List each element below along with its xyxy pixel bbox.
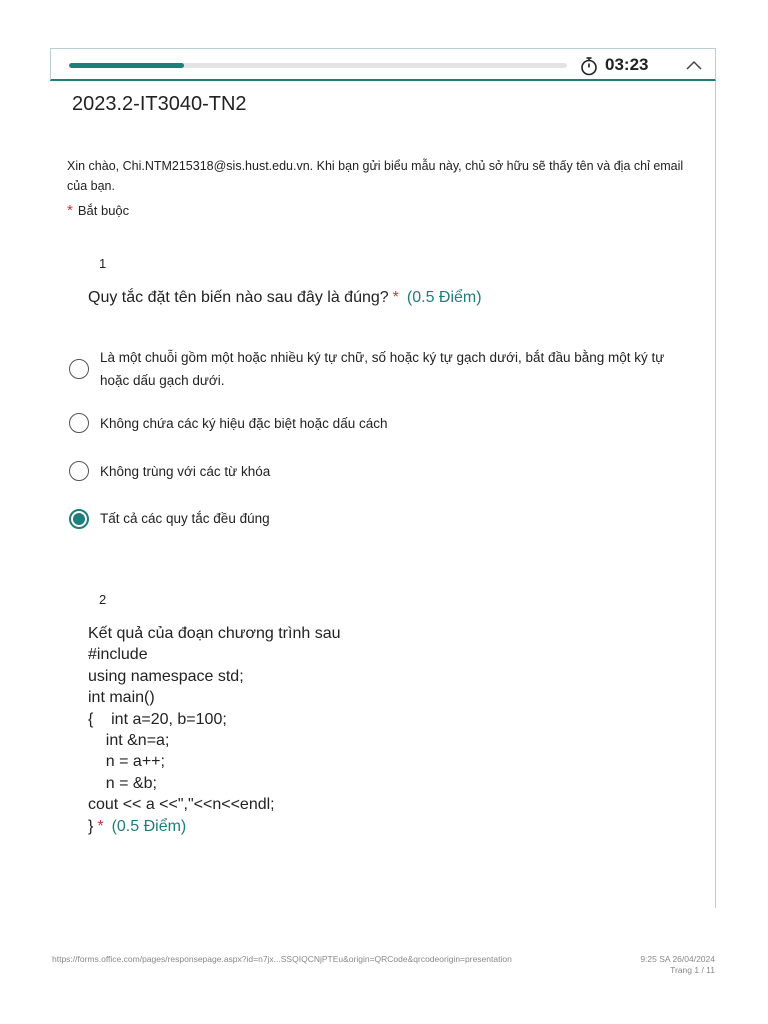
- code-line: cout << a <<","<<n<<endl;: [88, 796, 275, 814]
- code-line: int &n=a;: [88, 732, 170, 750]
- option-label: Là một chuỗi gồm một hoặc nhiều ký tự chữ, số hoặc ký tự gạch dưới, bắt đầu bằng một ký tự hoặc dấu gạch dưới.: [100, 350, 665, 388]
- required-label: Bắt buộc: [77, 203, 130, 218]
- radio-button-selected[interactable]: [69, 509, 89, 529]
- question-text: [88, 623, 340, 837]
- progress-header: [50, 48, 716, 81]
- footer-url: https://forms.office.com/pages/responsepage.aspx?id=n7jx...SSQIQCNjPTEu&origin=QRCode&qrcodeorigin=presentation: [52, 954, 512, 964]
- code-line: n = a++;: [88, 753, 165, 771]
- timer-text: 03:23: [605, 55, 649, 74]
- question-number: 2: [99, 592, 107, 607]
- question-points: (0.5 Điểm): [111, 817, 187, 835]
- question-text: [88, 287, 482, 308]
- code-line: n = &b;: [88, 774, 157, 792]
- chevron-up-icon[interactable]: [685, 57, 703, 73]
- option-label: Không trùng với các từ khóa: [100, 464, 271, 479]
- code-line: }: [88, 817, 94, 835]
- greeting-text: Xin chào, Chi.NTM215318@sis.hust.edu.vn. Khi bạn gửi biểu mẫu này, chủ sở hữu sẽ thấy tên và địa chỉ email của bạn.: [67, 159, 684, 193]
- required-star: *: [392, 289, 399, 306]
- code-line: #include: [88, 646, 148, 664]
- required-star: *: [97, 817, 104, 835]
- answer-option[interactable]: [67, 412, 687, 436]
- radio-button[interactable]: [69, 461, 89, 481]
- form-title: 2023.2-IT3040-TN2: [72, 93, 247, 115]
- question-points: (0.5 Điểm): [406, 289, 482, 306]
- footer-datetime: 9:25 SA 26/04/2024: [640, 954, 715, 964]
- option-label: Không chứa các ký hiệu đặc biệt hoặc dấu cách: [100, 416, 388, 431]
- code-line: using namespace std;: [88, 667, 244, 685]
- question-line: Kết quả của đoạn chương trình sau: [88, 625, 341, 642]
- stopwatch-icon: [579, 56, 599, 76]
- answer-option[interactable]: [67, 346, 687, 394]
- question-label: Quy tắc đặt tên biến nào sau đây là đúng?: [88, 289, 389, 306]
- progress-fill: [69, 63, 184, 68]
- radio-button[interactable]: [69, 359, 89, 379]
- required-note: [67, 202, 129, 219]
- answer-option[interactable]: [67, 507, 687, 531]
- code-line: int main(): [88, 689, 155, 707]
- code-line: { int a=20, b=100;: [88, 710, 227, 728]
- code-line-last: [88, 816, 340, 837]
- question-number: 1: [99, 256, 107, 271]
- footer-page-number: Trang 1 / 11: [670, 965, 715, 975]
- answer-option[interactable]: [67, 460, 687, 484]
- required-star: *: [67, 202, 73, 219]
- radio-button[interactable]: [69, 413, 89, 433]
- option-label: Tất cả các quy tắc đều đúng: [100, 511, 270, 526]
- progress-bar: [69, 63, 567, 68]
